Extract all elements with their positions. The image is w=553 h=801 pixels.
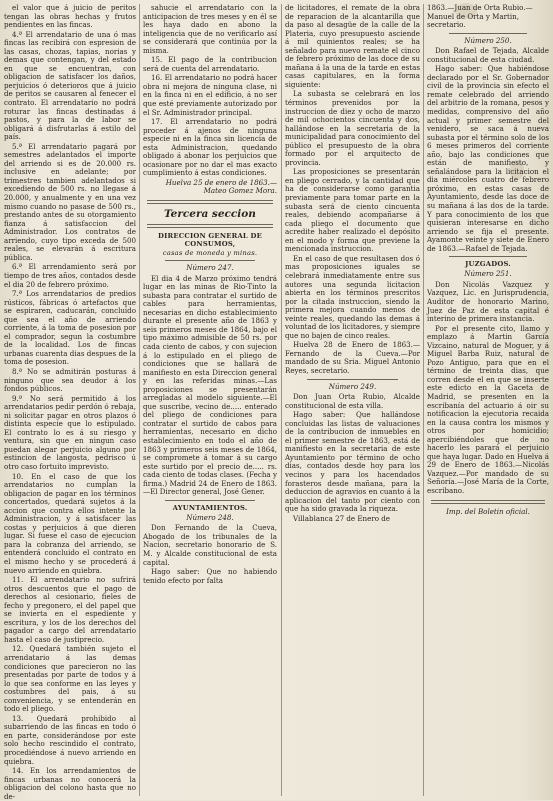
paragraph: El dia 4 de Marzo próximo tendrá lugar en las minas de Rio-Tinto la subasta para contratar el surtido de cables para herramientas, necesarias en dicho establecimiento durante el presente año de 1863 y seis primeros meses de 1864, bajo el tipo máximo admisible de 50 rs. por cada ciento de cabos, y con sujecion á lo estipulado en el pliego de condiciones que se hallará de manifiesto en esta Direccion general y en las referidas minas.—Las proposiciones se presentarán arregladas al modelo siguiente.—El que suscribe, vecino de..... enterado del pliego de condiciones para contratar el surtido de cabos para herramientas, necesario en dicho establecimiento en todo el año de 1863 y primeros seis meses de 1864, se compromete á tomar á su cargo este surtido por el precio de..... rs. cada ciento de todas clases. (Fecha y firma.) Madrid 24 de Enero de 1863.—El Director general, José Gener.	[143, 273, 277, 497]
signature: 1863.—Juan de Orta Rubio.—Manuel de Orta y Martin, secretario.	[427, 3, 533, 30]
paragraph: Hago saber: Que no habiendo tenido efecto por falta	[143, 567, 277, 585]
paragraph: Villablanca 27 de Enero de	[293, 513, 390, 523]
paragraph: Huelva 28 de Enero de 1863.—Fernando de la Cueva.—Por mandado de su Sria. Miguel Antonio Reyes, secretario.	[285, 340, 420, 375]
paragraph: 7.ª Los arrendatarios de predios rústicos, fábricas ó artefactos que se espiraren, caducarán, concluido que sea el año de arriendo corriente, á la toma de posesion por el comprador, segun la costumbre de la localidad. Los de fincas urbanas cuarenta dias despues de la toma de posesion.	[4, 289, 136, 367]
paragraph: Don Nicolás Vazquez y Vazquez, Lic. en Jurisprudencia, Auditor de honorario Marino, Juez de Paz de esta capital é interino de primera instancia.	[427, 279, 549, 324]
column-3	[285, 4, 420, 796]
paragraph: Hago saber: Que habiéndose declarado por el Sr. Gobernador civil de la provincia sin efecto el remate celebrado del arriendo del arbitrio de la romana, pesos y medidas, comprensivo del año actual y primer semestre del venidero, se saca á nueva subasta por el término solo de los 6 meses primeros del corriente año, bajo las condiciones que están de manifiesto, y señalándose para la licitacion el dia miércoles cuatro de febrero próximo, en estas casas de Ayuntamiento, desde las doce de su mañana á las dos de la tarde. Y para conocimiento de los que quisieran interesarse en dicho arriendo se fija el presente. Ayamonte veinte y siete de Enero de 1863.—Rafael de Tejada.	[427, 64, 549, 253]
paragraph: 10. En el caso de que los arrendatarios no cumplan la obligacion de pagar en los términos concertados, quedará sujetos á la accion que contra ellos intente la Administracion, y á satisfacer las costas y perjuicios á que dieren lugar. Si fuese el caso de ejecucion para la cobranza del arriendo, se entenderá concluido el contrato en el mismo hecho y se procederá á nuevo arriendo en quiebra.	[4, 471, 136, 575]
paragraph: 11. El arrendatario no sufrirá otros descuentos que el pago de derechos al cesionario, fieles de fecho y pregonero, el del papel que se invierta en el espediente y escritura, y los de los derechos del pagador a cargo del arrendatario hasta el caso de justiprecio.	[4, 575, 136, 644]
imprint: Imp. del Boletin oficial.	[446, 506, 530, 516]
notice-number: Número 251.	[464, 269, 512, 279]
paragraph: Hago saber: Que hallándose concluidas las listas de valuaciones de la contribucion de inmuebles en el primer semestre de 1863, está de manifiesto en la secretaria de este Ayuntamiento por término de ocho dias, contados desde hoy para los vecinos y para los hacendados forasteros desde mañana, para la deduccion de agravios en cuanto á la aplicacion del tanto por ciento con que ha sido gravada la riqueza.	[285, 410, 420, 514]
paragraph: de licitadores, el remate de la obra de reparacion de la alcantarilla que da paso al desagüe de la calle de la Plateria, cuyo presupuesto asciende á mil quinientos reales; se ha señalado para nuevo remate el cinco de febrero próximo de las doce de su mañana á la una de la tarde en estas casas capitulares, en la forma siguiente:	[285, 3, 420, 89]
paragraph: 5.ª El arrendatario pagará por semestres adelantados el importe del arriendo si es de 20.000 rs. inclusive en adelante; por trimestres tambien adelantados si excediendo de 500 rs. no llegase á 20.000, y anualmente y en una vez mismo cuando no pasase de 500 rs., prestando antes de su otorgamiento fianza á satisfaccion del Administrador. Los contratos de arriendo, cuyo tipo exceda de 500 reales, se elevarán á escritura pública.	[4, 141, 136, 262]
divider	[449, 256, 527, 257]
paragraph: Las proposiciones se presentarán en pliego cerrado, y la cantidad que ha de considerarse como garantia previamente para tomar parte en la subasta será de ciento cincuenta reales, debiendo acompañarse á cada pliego el documento que acredite haber realizado el depósito en el modo y forma que previene la mencionada instruccion.	[285, 167, 420, 254]
paragraph: 13. Quedará prohibido al subarriendo de las fincas en todo ó en parte, considerándose por este solo hecho rescindido el contrato, procediéndose á nuevo arriendo en quiebra.	[4, 713, 136, 766]
divider	[165, 500, 255, 501]
section-header: AYUNTAMIENTOS.	[172, 503, 248, 512]
divider	[431, 500, 545, 504]
divider	[449, 33, 527, 34]
paragraph: 6.ª El arrendamiento será por tiempo de tres años, contados desde el dia 20 de febrero próximo.	[4, 262, 136, 289]
paragraph: 14. En los arrendamientos de fincas urbanas no conocerá la obligacion del colono hasta que no de-	[4, 766, 136, 801]
paragraph: Don Fernando de la Cueva, Abogado de los tribunales de la Nacion, secretario honorario de S. M. y Alcalde constitucional de esta capital.	[143, 523, 277, 567]
paragraph: sahucie el arrendatario con la anticipacion de tres meses y en él se les haya dado en abono la inteligencia que de no verificarlo así se considerará que continúa por la misma.	[143, 3, 277, 55]
column-rule	[281, 4, 282, 796]
column-rule	[139, 4, 140, 796]
section-divider	[147, 200, 273, 204]
paragraph: 17. El arrendatario no podrá proceder á ajenos de ninguna especie ni en la finca sin licencia de esta Administracion, quedando obligado á abonar los perjuicios que ocasionare por no dar el mas exacto cumplimiento á estas condiciones.	[143, 117, 277, 178]
column-2	[143, 4, 277, 796]
notice-number: Número 248.	[186, 512, 234, 522]
paragraph: 8.ª No se admitirán posturas á ninguno que sea deudor á los fondos públicos.	[4, 366, 136, 394]
notice-number: Número 249.	[328, 381, 377, 391]
paragraph: 12. Quedará también sujeto el arrendatario á las demas condiciones que parecieron no las presentadas por parte de todos y á lo que sea conforme en las leyes y costumbres del pais, á su conveniencia, y se entenderán en todo el pliego.	[4, 644, 136, 714]
paragraph: En el caso de que resultasen dos ó mas proposiciones iguales se celebrará inmediatamente entre sus autores una segunda licitacion abierta en los términos prescritos por la citada instruccion, siendo la primera mejora cuando menos de veinte reales, quedando las demas á voluntad de los licitadores, y siempre que no bajen de cinco reales.	[285, 253, 420, 340]
divider	[165, 260, 255, 261]
notice-number: Número 247.	[186, 263, 234, 273]
paragraph: el valor que á juicio de peritos tengan las obras hechas y frutos pendientes en las fincas.	[4, 3, 136, 30]
agency-subheader: casas de moneda y minas.	[162, 249, 258, 258]
agency-header: DIRECCION GENERAL DE CONSUMOS,	[158, 232, 262, 249]
signature: Huelva 25 de enero de 1863.—Mateo Gomez Mora.	[165, 177, 277, 196]
column-4	[427, 4, 549, 796]
paragraph: 4.ª El arrendatario de una ó mas fincas las recibirá con espresion de las casas, chozas, tapias, norias y demas que contengan, y del estado en que se encuentran, con obligacion de satisfacer los daños, perjuicios ó deterioros que á juicio de peritos se causaren al fenecer el contrato. El arrendatario no podrá roturar las fincas destinadas á pastos, y para la de labor se obligará á disfrutarlas á estilo del país.	[4, 29, 136, 142]
notice-number: Número 250.	[464, 35, 512, 45]
divider	[307, 379, 398, 380]
paragraph: 16. El arrendatario no podrá hacer obra ni mejora de ninguna clase, ni en la finca ni en el edificio, á no ser que esté previamente autorizado por el Sr. Administrador principal.	[143, 73, 277, 117]
paragraph: 15. El pago de la contribucion será de cuenta del arrendatario.	[143, 55, 277, 73]
paragraph: La subasta se celebrará en los términos prevenidos por la instruccion de diez y ocho de marzo de mil ochocientos cincuenta y dos, hallándose en la secretaria de la municipalidad para conocimiento del público el presupuesto de la obra formado por el arquitecto de provincia.	[285, 89, 420, 167]
paragraph: Por el presente cito, llamo y emplazo á Martin García Vizcaino, natural de Moguer, y á Miguel Barba Ruiz, natural de Pozo Antiguo, para que en el término de treinta dias, que corren desde el en que se inserte este edicto en la Gaceta de Madrid, se presenten en la escribanía del actuario á oir su notificacion la ejecutoria recaida en la causa contra los mismos y otros por homicidio; apercibiéndoles que de no hacerlo les parará el perjuicio que haya lugar. Dado en Huelva á 29 de Enero de 1863.—Nicolás Vazquez.—Por mandado de su Señoría.—José María de la Corte, escribano.	[427, 323, 549, 495]
column-rule	[423, 4, 424, 796]
paragraph: Don Rafael de Tejada, Alcalde constitucional de esta ciudad.	[427, 46, 549, 64]
paragraph: 9.ª No será permitido á los arrendatarios pedir perdón ó rebaja, ni solicitar pagar en otros plazos ó distinta especie que lo estipulado. El contrato lo es á su riesgo y ventura, sin que en ningun caso puedan alegar perjuicio alguno por estincion de langosta, pedrisco ú otro caso fortuito imprevisto.	[4, 393, 136, 471]
column-1	[4, 3, 136, 801]
section-title: Tercera seccion	[164, 208, 256, 221]
section-header: JUZGADOS.	[465, 260, 511, 269]
section-divider	[147, 224, 273, 228]
paragraph: Don Juan Orta Rubio, Alcalde constitucional de esta villa.	[285, 392, 420, 410]
